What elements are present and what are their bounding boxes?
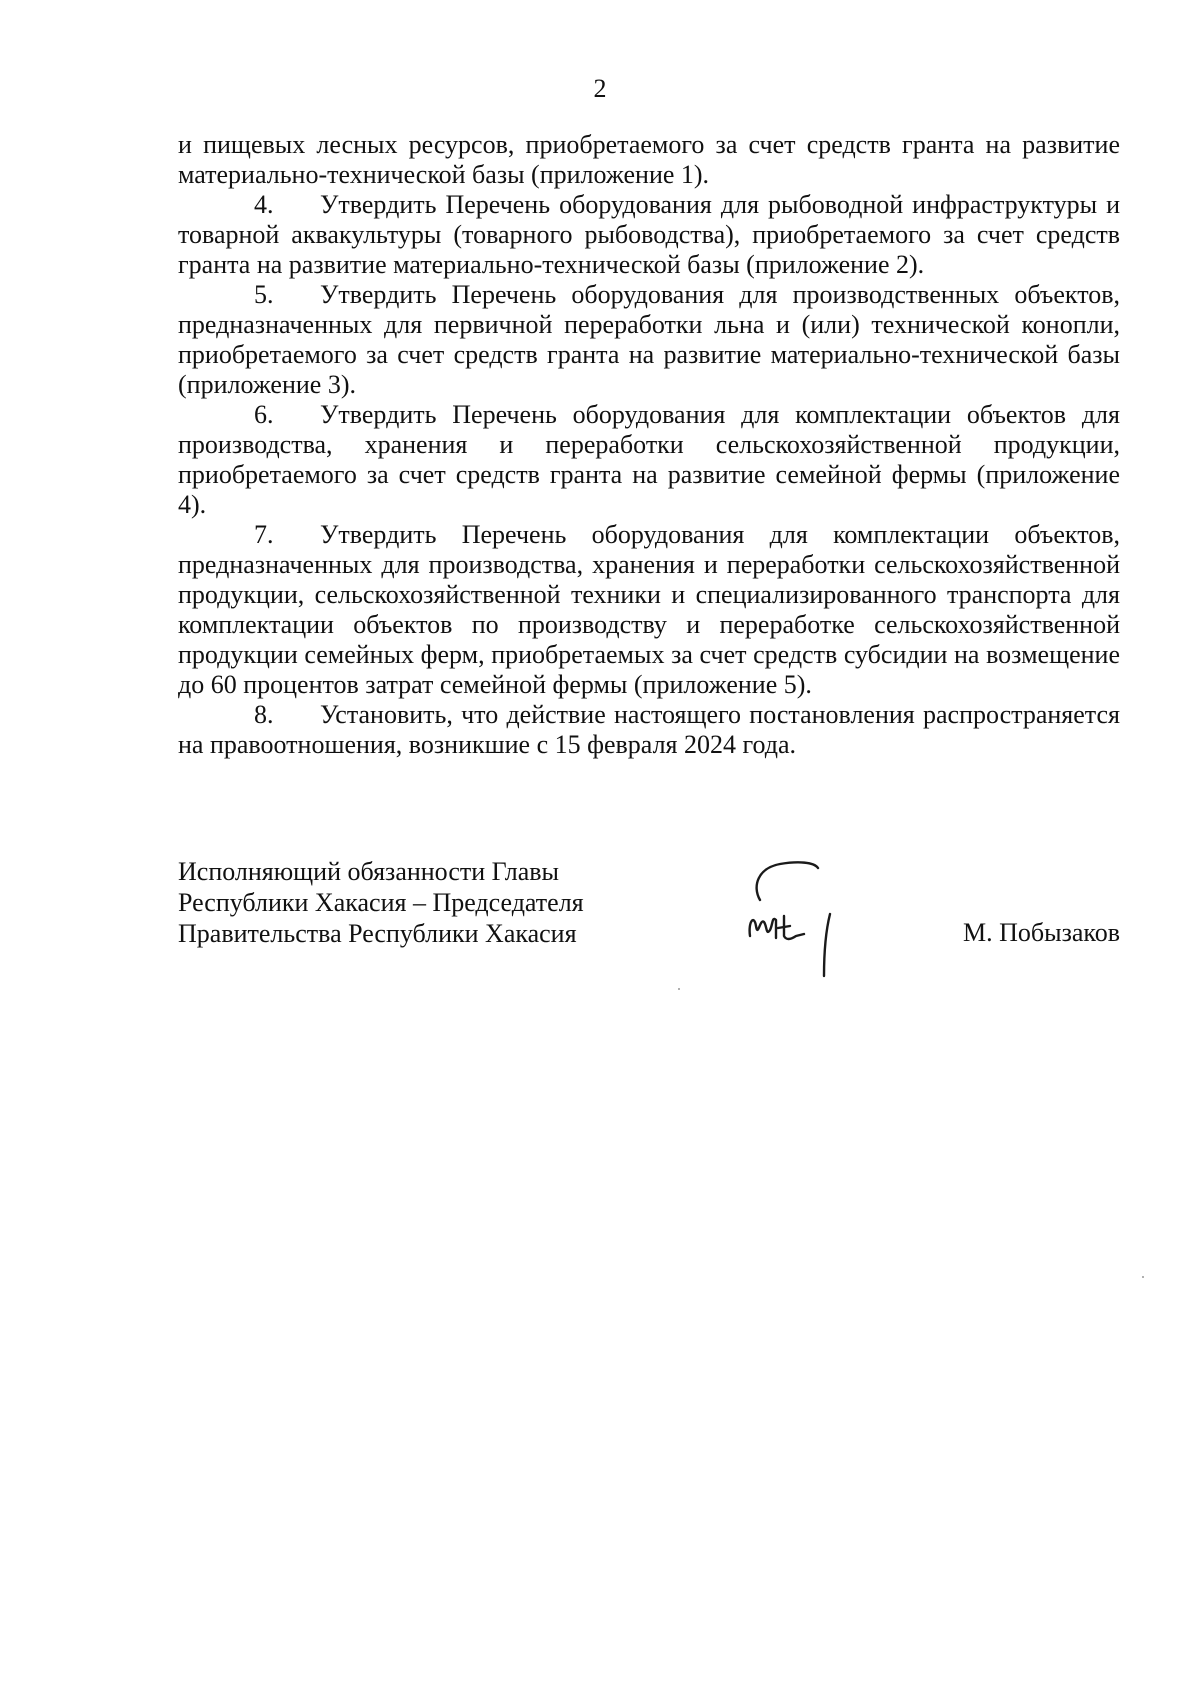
handwritten-signature xyxy=(718,856,868,986)
paragraph-number: 7. xyxy=(254,520,274,549)
scan-speck xyxy=(1142,1276,1144,1278)
signatory-title-line: Правительства Республики Хакасия xyxy=(178,919,577,948)
signatory-title-line: Исполняющий обязанности Главы xyxy=(178,857,559,886)
page-number: 2 xyxy=(593,74,607,103)
paragraph-text: и пищевых лесных ресурсов, приобретаемого за счет средств гранта на развитие материально-технической базы (приложение 1). xyxy=(178,130,1120,189)
paragraph-text: Установить, что действие настоящего постановления распространяется на правоотношения, возникшие с 15 февраля 2024 года. xyxy=(178,700,1120,759)
signatory-title xyxy=(178,856,584,949)
paragraph-text: Утвердить Перечень оборудования для комплектации объектов для производства, хранения и переработки сельскохозяйственной продукции, приобретаемого за счет средств гранта на развитие семейной фермы (приложение 4). xyxy=(178,400,1120,519)
scan-speck xyxy=(678,988,680,990)
signatory-name: М. Побызаков xyxy=(963,918,1120,947)
paragraph-text: Утвердить Перечень оборудования для производственных объектов, предназначенных для первичной переработки льна и (или) технической конопли, приобретаемого за счет средств гранта на развитие материально-технической базы (приложение 3). xyxy=(178,280,1120,399)
paragraph-item-7 xyxy=(178,520,1120,700)
paragraph-number: 8. xyxy=(254,700,274,729)
paragraph-item-8 xyxy=(178,700,1120,760)
paragraph-text: Утвердить Перечень оборудования для рыбоводной инфраструктуры и товарной аквакультуры (товарного рыбоводства), приобретаемого за счет средств гранта на развитие материально-технической базы (приложение 2). xyxy=(178,190,1120,279)
paragraph-number: 6. xyxy=(254,400,274,429)
paragraph-number: 5. xyxy=(254,280,274,309)
paragraph-number: 4. xyxy=(254,190,274,219)
document-body xyxy=(178,130,1120,760)
paragraph-item-6 xyxy=(178,400,1120,520)
signatory-title-line: Республики Хакасия – Председателя xyxy=(178,888,584,917)
paragraph-item-4 xyxy=(178,190,1120,280)
paragraph-text: Утвердить Перечень оборудования для комплектации объектов, предназначенных для производства, хранения и переработки сельскохозяйственной продукции, сельскохозяйственной техники и специализированного транспорта для комплектации объектов по производству и переработке сельскохозяйственной продукции семейных ферм, приобретаемых за счет средств субсидии на возмещение до 60 процентов затрат семейной фермы (приложение 5). xyxy=(178,520,1120,699)
paragraph-item-5 xyxy=(178,280,1120,400)
paragraph-continuation xyxy=(178,130,1120,190)
signature-block xyxy=(178,856,1120,1006)
